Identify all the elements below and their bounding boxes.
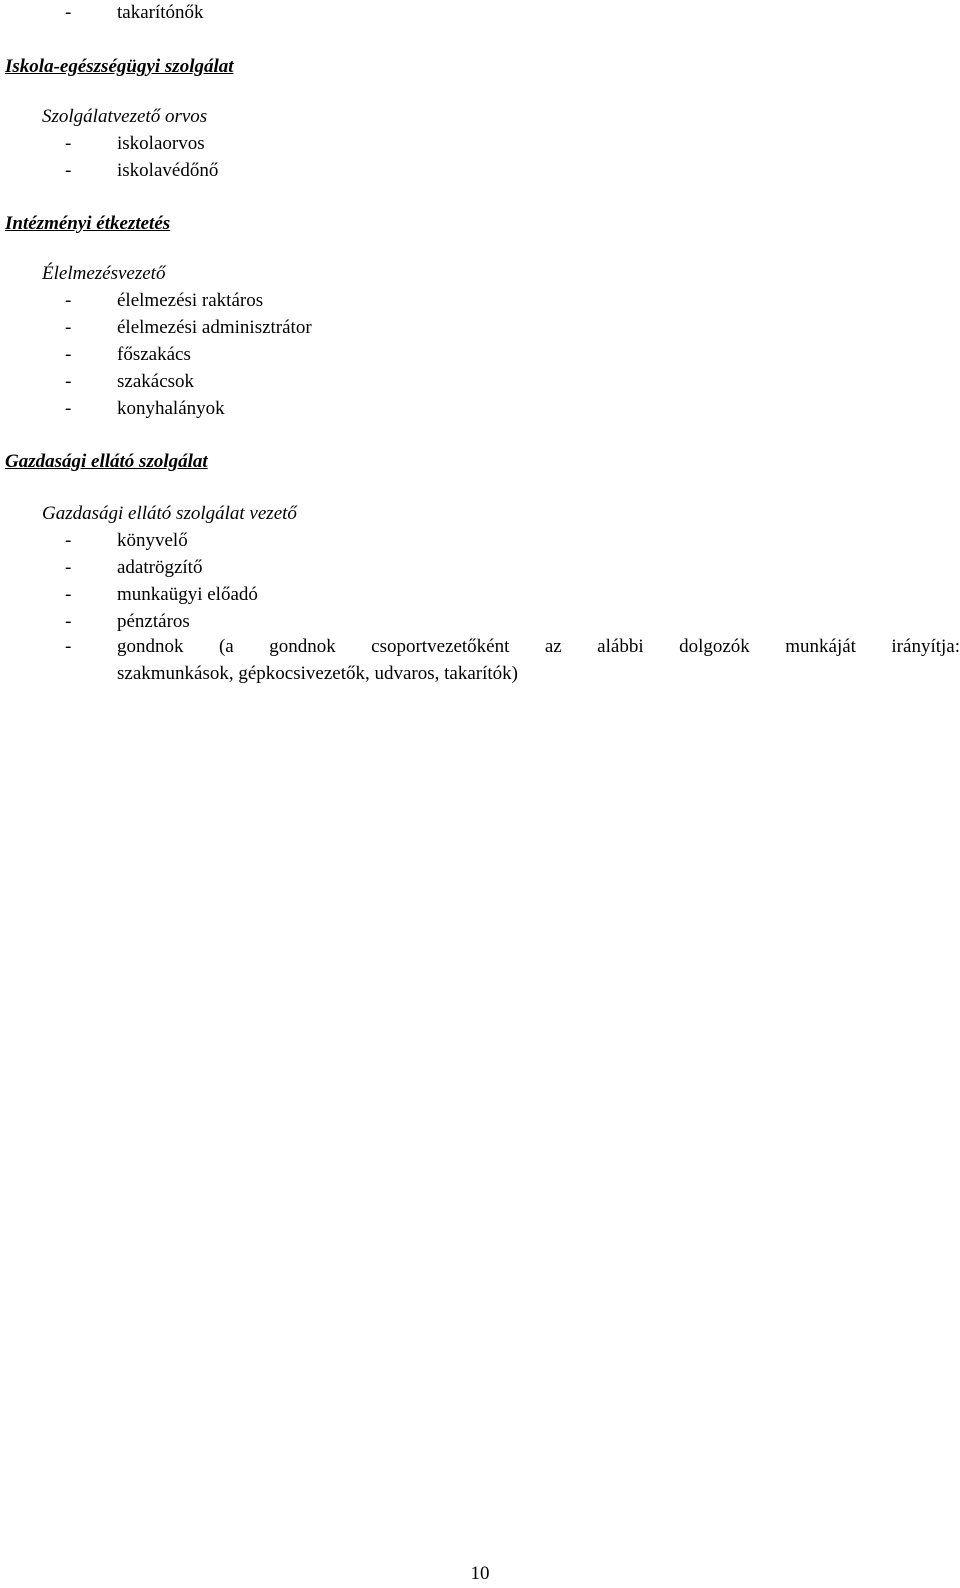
- role-heading: Gazdasági ellátó szolgálat vezető: [42, 503, 297, 524]
- list-dash: -: [65, 344, 72, 365]
- list-dash: -: [65, 317, 72, 338]
- page-number: 10: [470, 1563, 490, 1584]
- list-dash: -: [65, 290, 72, 311]
- list-item-text-line: szakmunkások, gépkocsivezetők, udvaros, takarítók): [117, 663, 518, 684]
- section-heading: Iskola-egészségügyi szolgálat: [5, 56, 234, 77]
- role-heading: Szolgálatvezető orvos: [42, 106, 208, 127]
- list-item-text: főszakács: [117, 344, 191, 365]
- list-item-text: élelmezési raktáros: [117, 290, 264, 311]
- list-dash: -: [65, 371, 72, 392]
- list-item-text: könyvelő: [117, 530, 188, 551]
- list-item-text: élelmezési adminisztrátor: [117, 317, 312, 338]
- list-item-multiline-text: [117, 633, 960, 687]
- list-item-text: konyhalányok: [117, 398, 225, 419]
- section-heading: Gazdasági ellátó szolgálat: [5, 451, 208, 472]
- list-item-text: szakácsok: [117, 371, 195, 392]
- list-dash: -: [65, 584, 72, 605]
- list-dash: -: [65, 530, 72, 551]
- list-item-text: munkaügyi előadó: [117, 584, 258, 605]
- section-heading: Intézményi étkeztetés: [5, 213, 171, 234]
- list-item-text: takarítónők: [117, 2, 204, 23]
- list-item-text-line: gondnok (a gondnok csoportvezetőként az alábbi dolgozók munkáját irányítja:: [117, 636, 960, 657]
- list-dash: -: [65, 636, 72, 657]
- list-item-text: iskolavédőnő: [117, 160, 219, 181]
- list-item-text: pénztáros: [117, 611, 190, 632]
- list-item-text: adatrögzítő: [117, 557, 203, 578]
- list-dash: -: [65, 160, 72, 181]
- list-dash: -: [65, 557, 72, 578]
- role-heading: Élelmezésvezető: [42, 263, 166, 284]
- list-item-text: iskolaorvos: [117, 133, 205, 154]
- list-dash: -: [65, 398, 72, 419]
- list-dash: -: [65, 2, 72, 23]
- list-dash: -: [65, 133, 72, 154]
- list-dash: -: [65, 611, 72, 632]
